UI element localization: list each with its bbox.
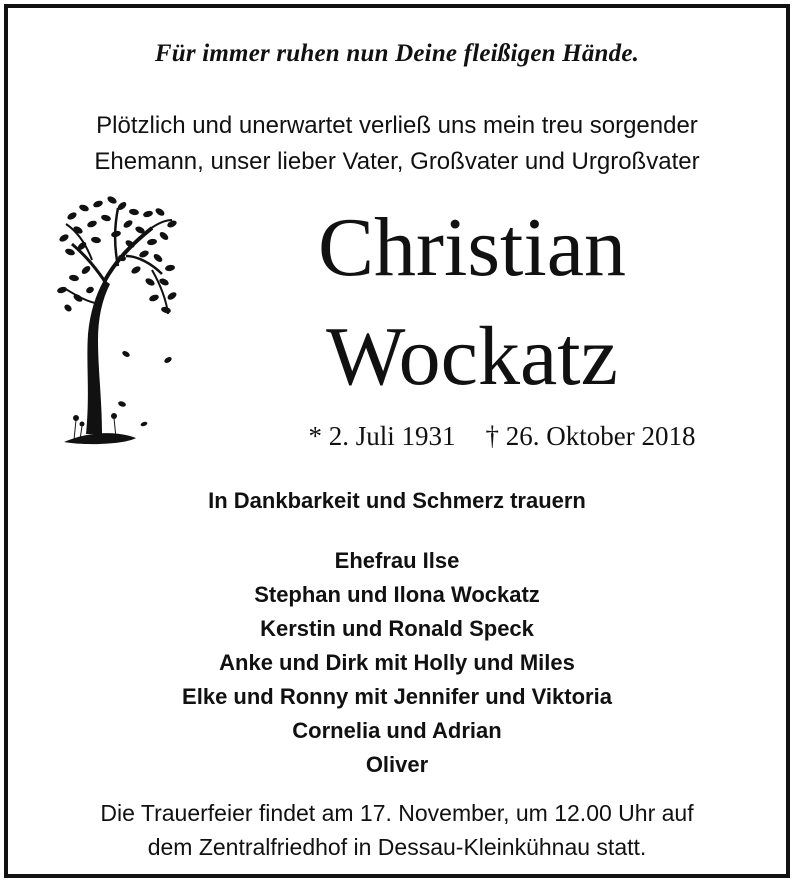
family-list [8,544,786,782]
obituary-notice [4,4,790,878]
intro-line: Ehemann, unser lieber Vater, Großvater und Urgroßvater [94,148,700,175]
intro-line: Plötzlich und unerwartet verließ uns mein treu sorgender [96,112,698,139]
first-name: Christian [318,201,626,294]
family-member: Oliver [365,752,429,777]
mourning-line: In Dankbarkeit und Schmerz trauern [208,488,586,513]
intro-text [8,108,786,180]
death-date: † 26. Oktober 2018 [485,421,696,451]
family-member: Kerstin und Ronald Speck [260,616,534,641]
family-member: Stephan und Ilona Wockatz [254,582,540,607]
family-member: Elke und Ronny mit Jennifer und Viktoria [182,684,612,709]
motto: Für immer ruhen nun Deine fleißigen Hände. [154,40,640,67]
family-member: Anke und Dirk mit Holly und Miles [219,650,575,675]
family-member: Ehefrau Ilse [334,548,460,573]
last-name: Wockatz [326,310,618,403]
family-member: Cornelia und Adrian [292,718,502,743]
birth-date: * 2. Juli 1931 [308,421,456,451]
life-dates [218,421,786,452]
funeral-info-line: Die Trauerfeier findet am 17. November, um 12.00 Uhr auf [100,800,694,826]
funeral-info [8,796,786,864]
funeral-info-line: dem Zentralfriedhof in Dessau-Kleinkühnau statt. [147,834,647,860]
